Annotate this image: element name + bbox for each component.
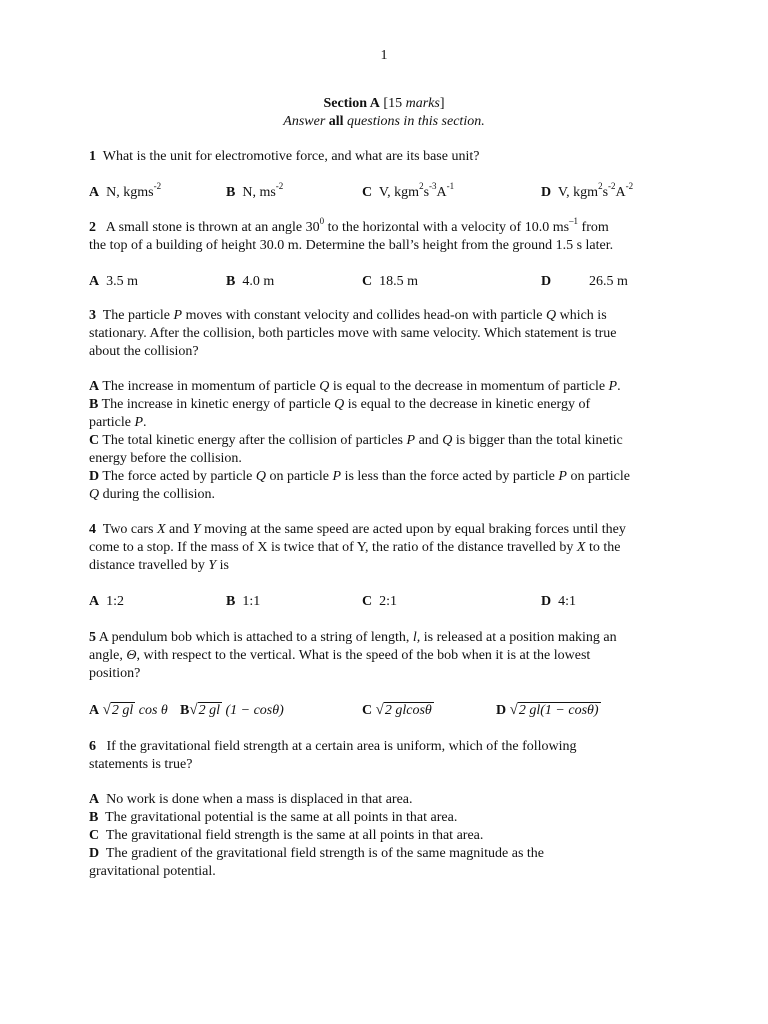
q1-a-sup: -2 [153, 181, 162, 192]
q4-option-b [226, 593, 260, 611]
q3-c-2: and [415, 433, 443, 448]
q4-option-d [541, 593, 576, 611]
q3-option-d [89, 468, 689, 486]
q2-t1: A small stone is thrown at an angle 30 [105, 220, 320, 235]
q2-d-text: 26.5 m [589, 274, 628, 289]
q5-c-label: C [362, 703, 373, 718]
q3-d-q: Q [255, 469, 267, 484]
q3-b-2: is equal to the decrease in kinetic energy of [344, 397, 591, 412]
q6-option-b [89, 809, 689, 827]
question-5 [89, 629, 689, 647]
q3-option-b-line-2 [89, 414, 689, 432]
q3-c-1: The total kinetic energy after the collision of particles [99, 433, 407, 448]
q1-b-sup: -2 [275, 181, 284, 192]
q5-a-label: A [89, 703, 100, 718]
q5-option-a [89, 701, 168, 720]
page-number: 1 [380, 48, 388, 63]
q2-option-a [89, 273, 138, 291]
q1-c-s1: 2 [419, 181, 424, 192]
q1-c-s3: -1 [446, 181, 455, 192]
q3-l1-a: The particle [102, 308, 174, 323]
q4-l1-a: Two cars [102, 522, 157, 537]
q3-option-d-line-2 [89, 486, 689, 504]
q5-b-radicand: 2 gl [198, 703, 220, 718]
q3-c-q: Q [442, 433, 453, 448]
section-instruction [0, 113, 768, 131]
q3-option-a [89, 378, 689, 396]
q3-option-c-line-2: energy before the collision. [89, 451, 242, 466]
q5-b-rest: (1 − cosθ) [221, 703, 284, 718]
q2-b-text: 4.0 m [242, 274, 275, 289]
question-6-number: 6 [89, 739, 96, 754]
q3-l1-p: P [173, 308, 183, 323]
q1-option-a [89, 181, 162, 202]
q3-b-l2b: . [143, 415, 147, 430]
q2-c-label: C [362, 274, 373, 289]
q3-c-label: C [89, 433, 100, 448]
q3-option-c [89, 432, 689, 450]
q3-b-l2a: particle [89, 415, 135, 430]
q2-option-d [541, 273, 551, 291]
q3-a-3: . [617, 379, 621, 394]
question-6-line-2: statements is true? [89, 757, 193, 772]
q4-c-text: 2:1 [379, 594, 398, 609]
q4-option-c [362, 593, 397, 611]
q5-b-label: B [180, 703, 190, 718]
q2-b-label: B [226, 274, 236, 289]
q2-c-text: 18.5 m [379, 274, 419, 289]
question-4-number: 4 [89, 522, 96, 537]
q3-a-label: A [89, 379, 100, 394]
q3-l1-q: Q [545, 308, 557, 323]
q6-text: If the gravitational field strength at a certain area is uniform, which of the following [106, 739, 577, 754]
section-title-bold: Section A [323, 96, 380, 111]
q6-option-d [89, 845, 689, 863]
q6-d-text: The gradient of the gravitational field strength is of the same magnitude as the [105, 846, 545, 861]
question-1-number: 1 [89, 149, 96, 164]
q3-c-p: P [406, 433, 416, 448]
q3-a-2: is equal to the decrease in momentum of particle [329, 379, 609, 394]
instruction-bold: all [328, 114, 344, 129]
q4-d-label: D [541, 594, 552, 609]
q1-d-s3: -2 [625, 181, 634, 192]
q3-d-l2q: Q [89, 487, 100, 502]
q5-l2-a: angle, [89, 648, 127, 663]
sqrt-icon: √ [509, 702, 518, 718]
q2-option-b [226, 273, 274, 291]
q2-a-label: A [89, 274, 100, 289]
q5-d-radicand: 2 gl(1 − cosθ) [518, 703, 599, 718]
question-5-line-3: position? [89, 666, 141, 681]
question-6 [89, 738, 689, 756]
q3-l1-b: moves with constant velocity and collides head-on with particle [182, 308, 546, 323]
q6-c-label: C [89, 828, 100, 843]
q5-option-c [362, 701, 434, 720]
q6-option-d-line-2: gravitational potential. [89, 864, 216, 879]
q3-d-3: is less than the force acted by particle [341, 469, 559, 484]
question-2-line-2: the top of a building of height 30.0 m. Determine the ball’s height from the ground 1.5 s later. [89, 238, 614, 253]
q1-option-c [362, 181, 455, 202]
q3-d-p: P [332, 469, 342, 484]
q6-c-text: The gravitational field strength is the same at all points in that area. [105, 828, 484, 843]
q4-a-label: A [89, 594, 100, 609]
section-title [0, 95, 768, 113]
question-3-number: 3 [89, 308, 96, 323]
q1-option-d [541, 181, 634, 202]
q2-a-text: 3.5 m [106, 274, 139, 289]
q5-l1-l: l, [412, 630, 421, 645]
instruction-part-2: questions in this section. [343, 114, 485, 129]
question-3-line-3: about the collision? [89, 344, 199, 359]
q5-l2-b: , with respect to the vertical. What is the speed of the bob when it is at the lowest [136, 648, 591, 663]
q4-l2-b: to the [585, 540, 621, 555]
sqrt-icon: √ [102, 702, 111, 718]
q5-a-radicand: 2 gl [111, 703, 134, 718]
q6-option-c [89, 827, 689, 845]
q4-option-a [89, 593, 124, 611]
question-2 [89, 216, 689, 237]
q3-a-1: The increase in momentum of particle [99, 379, 320, 394]
q5-d-label: D [496, 703, 507, 718]
q6-a-text: No work is done when a mass is displaced in that area. [106, 792, 413, 807]
question-1-text: What is the unit for electromotive force, and what are its base unit? [102, 149, 480, 164]
q5-c-radicand: 2 glcosθ [384, 703, 432, 718]
question-5-line-2 [89, 647, 689, 665]
question-4-line-2 [89, 539, 689, 557]
q3-d-p2: P [558, 469, 567, 484]
q1-c-t1: V, kgm [378, 185, 420, 200]
q4-l1-c: moving at the same speed are acted upon by equal braking forces until they [200, 522, 626, 537]
q1-d-t3: A [615, 185, 626, 200]
q4-c-label: C [362, 594, 373, 609]
q3-l1-c: which is [556, 308, 607, 323]
q2-t2: to the horizontal with a velocity of 10.0 ms [324, 220, 570, 235]
q5-l1-b: is released at a position making an [420, 630, 617, 645]
q2-t3: from [578, 220, 609, 235]
q3-a-q: Q [319, 379, 330, 394]
q5-l1-a: A pendulum bob which is attached to a string of length, [96, 630, 413, 645]
q5-option-d [496, 701, 601, 720]
sqrt-icon: √ [375, 702, 384, 718]
q5-a-rest: cos θ [135, 703, 168, 718]
q3-d-1: The force acted by particle [99, 469, 256, 484]
q3-d-2: on particle [266, 469, 333, 484]
q2-s1: 0 [319, 216, 325, 227]
q4-a-text: 1:2 [106, 594, 125, 609]
q4-b-text: 1:1 [242, 594, 261, 609]
q1-c-t3: A [436, 185, 447, 200]
q1-d-s1: 2 [598, 181, 603, 192]
q1-a-text: N, kgms [106, 185, 154, 200]
q4-b-label: B [226, 594, 236, 609]
q3-option-b [89, 396, 689, 414]
question-2-number: 2 [89, 220, 96, 235]
q1-b-label: B [226, 185, 236, 200]
q3-d-l2: during the collision. [99, 487, 216, 502]
section-marks-word: marks [405, 96, 440, 111]
q5-l2-theta: Θ [126, 648, 137, 663]
question-5-number: 5 [89, 630, 96, 645]
q2-d-label: D [541, 274, 552, 289]
q3-a-p: P [608, 379, 618, 394]
q1-c-label: C [362, 185, 373, 200]
q4-l3-y: Y [208, 558, 217, 573]
q4-l3-a: distance travelled by [89, 558, 209, 573]
section-marks-close: ] [439, 96, 445, 111]
q4-d-text: 4:1 [558, 594, 577, 609]
q3-c-3: is bigger than the total kinetic [452, 433, 623, 448]
q1-d-t2: s [602, 185, 609, 200]
q1-c-s2: -3 [429, 181, 437, 192]
section-marks-open: [15 [379, 96, 406, 111]
q3-b-q: Q [334, 397, 345, 412]
q3-b-l2p: P [134, 415, 144, 430]
q1-d-label: D [541, 185, 552, 200]
q6-b-text: The gravitational potential is the same at all points in that area. [105, 810, 458, 825]
instruction-part-1: Answer [283, 114, 329, 129]
q6-b-label: B [89, 810, 99, 825]
question-3-line-2: stationary. After the collision, both particles move with same velocity. Which statement is true [89, 326, 617, 341]
q5-option-b [180, 701, 284, 720]
q4-l2-x: X [576, 540, 586, 555]
q4-l1-b: and [165, 522, 193, 537]
q2-s2: –1 [569, 216, 579, 227]
q1-option-b [226, 181, 284, 202]
q4-l1-x: X [156, 522, 166, 537]
q1-b-text: N, ms [242, 185, 276, 200]
question-4 [89, 521, 689, 539]
q3-d-label: D [89, 469, 100, 484]
question-3 [89, 307, 689, 325]
q1-d-t1: V, kgm [557, 185, 599, 200]
q1-d-s2: -2 [608, 181, 616, 192]
q3-b-1: The increase in kinetic energy of particle [98, 397, 335, 412]
q2-option-c [362, 273, 418, 291]
q6-d-label: D [89, 846, 100, 861]
sqrt-icon: √ [189, 702, 198, 718]
q1-a-label: A [89, 185, 100, 200]
q4-l3-b: is [216, 558, 229, 573]
question-4-line-3 [89, 557, 689, 575]
question-1 [89, 148, 689, 166]
q4-l1-y: Y [192, 522, 201, 537]
q3-b-label: B [89, 397, 99, 412]
q4-l2-a: come to a stop. If the mass of X is twice that of Y, the ratio of the distance travelled by [89, 540, 577, 555]
q1-c-t2: s [423, 185, 430, 200]
q6-option-a [89, 791, 689, 809]
q3-d-4: on particle [566, 469, 630, 484]
q6-a-label: A [89, 792, 100, 807]
